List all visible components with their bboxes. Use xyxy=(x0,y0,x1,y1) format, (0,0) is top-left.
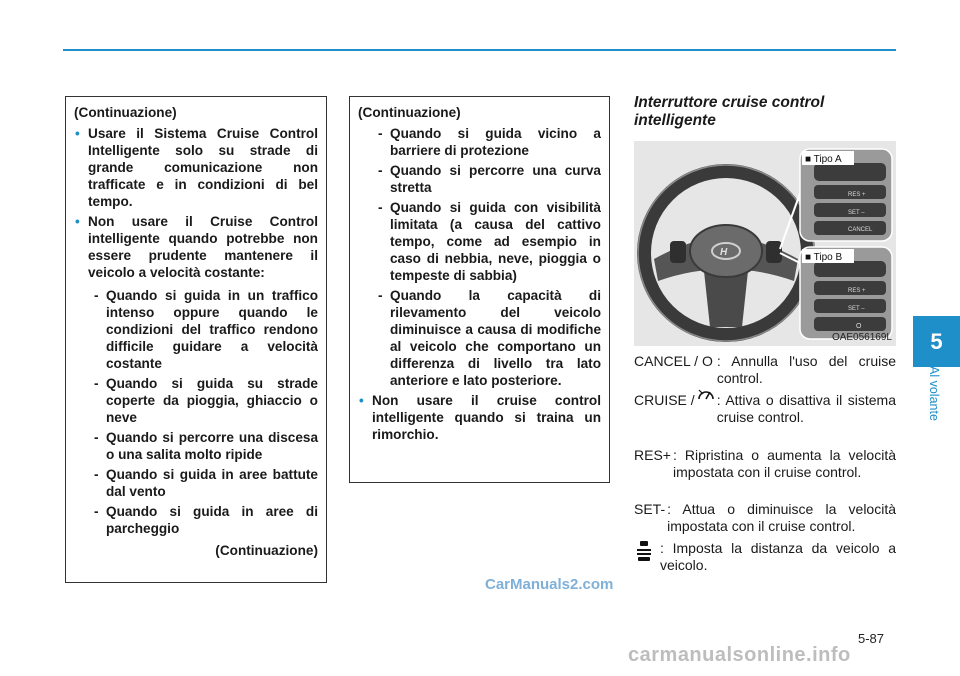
dash-item: - Quando si guida su strade coperte da pioggia, ghiaccio o neve xyxy=(94,376,318,425)
figure-code: OAE056169L xyxy=(831,332,892,343)
dash-item: - Quando si guida in aree battute dal vento xyxy=(94,467,318,499)
svg-text:O: O xyxy=(856,323,862,330)
dash-text: Quando si guida con visibilità limitata (a causa del cattivo tempo, come ad esempio in caso di nebbia, neve, pioggia o tempeste di sabbia) xyxy=(390,200,601,283)
watermark[interactable]: CarManuals2.com xyxy=(485,576,614,593)
svg-text:RES +: RES + xyxy=(848,192,866,198)
page-number: 5-87 xyxy=(858,631,885,646)
def-key: RES+ xyxy=(634,447,671,463)
definition-set xyxy=(634,501,896,535)
continuation-label: (Continuazione) xyxy=(358,105,461,120)
dash-text: Quando si percorre una discesa o una salita molto ripide xyxy=(106,430,318,462)
dash-text: Quando si guida in un traffico intenso oppure quando le condizioni del traffico rendono difficile guidare a velocità costante xyxy=(106,288,318,371)
dash-text: Quando si guida vicino a barriere di protezione xyxy=(390,126,601,158)
definition-cruise xyxy=(634,392,896,426)
bullet-text: Usare il Sistema Cruise Control Intelligente solo su strade di grande comunicazione non trafficate e in condizioni di bel tempo. xyxy=(88,126,318,209)
dash-item: - Quando si percorre una curva stretta xyxy=(378,163,601,195)
def-text: : Ripristina o aumenta la velocità impostata con il cruise control. xyxy=(672,447,896,480)
bullet-text: Non usare il cruise control intelligente quando si traina un rimorchio. xyxy=(372,393,601,442)
warning-box-middle xyxy=(349,96,610,483)
svg-text:RES +: RES + xyxy=(848,288,866,294)
dash-text: Quando si percorre una curva stretta xyxy=(390,163,601,195)
speedometer-icon xyxy=(697,386,715,404)
section-title: Interruttore cruise control intelligente xyxy=(634,94,825,129)
def-text: : Attiva o disattiva il sistema cruise control. xyxy=(716,392,896,425)
bullet-dot-icon: • xyxy=(359,393,364,408)
svg-text:CANCEL: CANCEL xyxy=(848,227,873,233)
type-a-label: ■ Tipo A xyxy=(805,154,842,165)
steering-wheel-figure xyxy=(634,141,896,346)
continuation-label: (Continuazione) xyxy=(74,105,177,120)
bullet-item xyxy=(74,125,318,210)
type-b-label: ■ Tipo B xyxy=(805,252,843,263)
definition-cancel xyxy=(634,353,896,387)
chapter-label: Al volante xyxy=(927,366,941,421)
bullet-item xyxy=(74,213,318,281)
def-text: : Annulla l'uso del cruise control. xyxy=(716,353,896,386)
definition-res xyxy=(634,447,896,481)
def-text: : Attua o diminuisce la velocità impostata con il cruise control. xyxy=(667,501,896,534)
def-text: : Imposta la distanza da veicolo a veicolo. xyxy=(660,540,896,573)
steering-wheel-illustration xyxy=(634,141,896,346)
dash-text: Quando si guida in aree battute dal vento xyxy=(106,467,318,499)
def-key: SET- xyxy=(634,501,666,517)
svg-text:SET –: SET – xyxy=(848,306,865,312)
dash-text: Quando si guida su strade coperte da pioggia, ghiaccio o neve xyxy=(106,376,318,425)
vehicle-distance-icon xyxy=(634,540,654,562)
bullet-text: Non usare il Cruise Control intelligente quando potrebbe non essere prudente mantenere il veicolo a velocità costante: xyxy=(88,214,318,280)
section-header xyxy=(634,94,896,130)
dash-item: - Quando la capacità di rilevamento del veicolo diminuisce a causa di modifiche al veicolo che comportano un differenza di livello tra lato anteriore e lato posteriore. xyxy=(378,288,601,388)
bullet-dot-icon: • xyxy=(75,126,80,141)
dash-item: - Quando si guida vicino a barriere di protezione xyxy=(378,126,601,158)
dash-item: - Quando si percorre una discesa o una salita molto ripide xyxy=(94,430,318,462)
dash-text: Quando si guida in aree di parcheggio xyxy=(106,504,318,536)
top-rule xyxy=(63,49,896,51)
dash-item: - Quando si guida in un traffico intenso oppure quando le condizioni del traffico rendono difficile guidare a velocità costante xyxy=(94,288,318,371)
svg-text:H: H xyxy=(720,247,728,258)
bullet-dot-icon: • xyxy=(75,214,80,229)
watermark-footer[interactable]: carmanualsonline.info xyxy=(628,644,851,666)
chapter-tab: 5 xyxy=(913,316,960,367)
dash-text: Quando la capacità di rilevamento del veicolo diminuisce a causa di modifiche al veicolo che comportano un differenza di livello tra lato anteriore e lato posteriore. xyxy=(390,288,601,388)
def-key: CANCEL / O xyxy=(634,353,713,369)
definition-distance xyxy=(634,540,896,574)
bullet-item xyxy=(358,392,601,443)
dash-item: - Quando si guida in aree di parcheggio xyxy=(94,504,318,536)
def-key: CRUISE / xyxy=(634,392,695,408)
svg-text:SET –: SET – xyxy=(848,210,865,216)
dash-item: - Quando si guida con visibilità limitata (a causa del cattivo tempo, come ad esempio in caso di nebbia, neve, pioggia o tempeste di sabbia) xyxy=(378,200,601,283)
continuation-end-label: (Continuazione) xyxy=(215,543,318,558)
warning-box-left xyxy=(65,96,327,583)
